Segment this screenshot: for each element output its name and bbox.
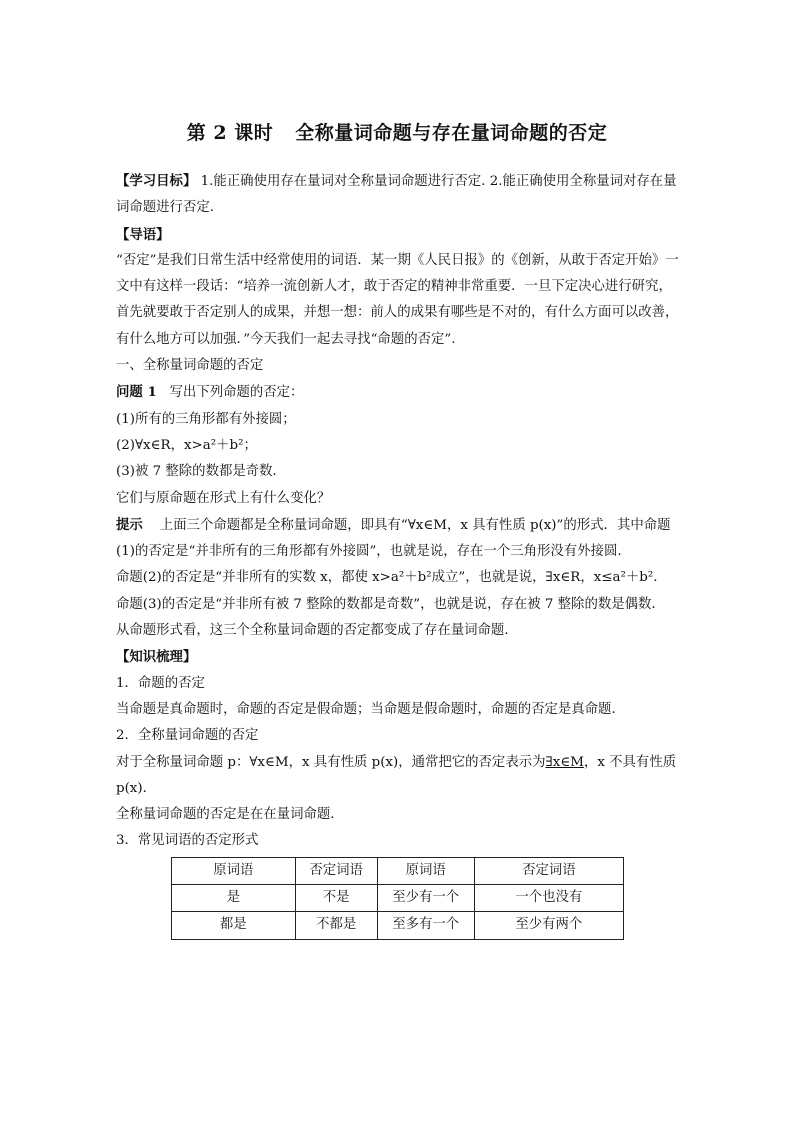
table-header-cell: 否定词语: [295, 857, 377, 884]
question-1: [116, 379, 680, 406]
table-header-row: [172, 857, 624, 884]
section-heading: 一、全称量词命题的否定: [116, 358, 264, 374]
hint-paragraph: [116, 512, 680, 566]
knowledge-heading-1: 1．命题的否定: [116, 675, 205, 691]
table-cell: 都是: [172, 912, 296, 939]
negation-table-wrap: [171, 857, 680, 940]
lesson-topic: 全称量词命题与存在量词命题的否定: [295, 122, 608, 144]
knowledge-heading-2: 2．全称量词命题的否定: [116, 728, 259, 744]
knowledge-text-2: [116, 750, 680, 803]
knowledge-text-2-before: 对于全称量词命题 p：∀x∈M，x 具有性质 p(x)，通常把它的否定表示为: [116, 754, 546, 770]
question-item-3: (3)被 7 整除的数都是奇数．: [116, 464, 286, 480]
question-text: 写出下列命题的否定：: [169, 385, 304, 401]
table-cell: 至少有一个: [377, 885, 474, 912]
knowledge-text-2-after: ，x 不具有性质 p(x)．: [116, 754, 677, 796]
question-label: 问题 1: [116, 384, 157, 401]
question-ask: 它们与原命题在形式上有什么变化？: [116, 490, 331, 506]
table-header-cell: 否定词语: [474, 857, 623, 884]
knowledge-label: 【知识梳理】: [116, 649, 197, 666]
intro-label: 【导语】: [116, 226, 170, 243]
table-cell: 至多有一个: [377, 912, 474, 939]
objectives-label: 【学习目标】: [116, 173, 197, 189]
knowledge-heading-3: 3．常见词语的否定形式: [116, 833, 259, 849]
hint-text: 上面三个命题都是全称量词命题，即具有“∀x∈M，x 具有性质 p(x)”的形式．其中命题(1)的否定是“并非所有的三角形都有外接圆”，也就是说，存在一个三角形没有外接圆.: [116, 517, 671, 560]
table-header-cell: 原词语: [377, 857, 474, 884]
table-row: [172, 885, 624, 912]
table-cell: 是: [172, 885, 296, 912]
hint-label: 提示: [116, 516, 143, 533]
table-header-cell: 原词语: [172, 857, 296, 884]
table-cell: 不是: [295, 885, 377, 912]
question-item-2: (2)∀x∈R，x>a²＋b²；: [116, 437, 257, 453]
blank-answer: ∃x∈M: [545, 754, 584, 770]
section-conclusion: 从命题形式看，这三个全称量词命题的否定都变成了存在量词命题．: [116, 623, 518, 639]
table-row: [172, 912, 624, 939]
objectives-text: 1.能正确使用存在量词对全称量词命题进行否定. 2.能正确使用全称量词对存在量词命题进行否定.: [116, 174, 677, 216]
lesson-number: 第 2 课时: [186, 122, 274, 144]
hint-paragraph-3: 命题(3)的否定是“并非所有被 7 整除的数都是奇数”，也就是说，存在被 7 整除的数是偶数.: [116, 596, 656, 612]
hint-paragraph-2: 命题(2)的否定是“并非所有的实数 x，都使 x>a²＋b²成立”，也就是说，∃x∈R，x≤a²＋b².: [116, 570, 658, 586]
question-item-1: (1)所有的三角形都有外接圆；: [116, 411, 296, 427]
table-cell: 至少有两个: [474, 912, 623, 939]
document-body: [116, 168, 680, 940]
table-cell: 不都是: [295, 912, 377, 939]
learning-objectives: [116, 168, 680, 222]
knowledge-text-3: 全称量词命题的否定是在在量词命题．: [116, 807, 344, 823]
knowledge-text-1: 当命题是真命题时，命题的否定是假命题；当命题是假命题时，命题的否定是真命题．: [116, 701, 625, 717]
intro-text: “否定”是我们日常生活中经常使用的词语．某一期《人民日报》的《创新，从敢于否定开始》一文中有这样一段话：“培养一流创新人才，敢于否定的精神非常重要．一旦下定决心进行研究，首先就要敢于否定别人的成果，并想一想：前人的成果有哪些是不对的，有什么方面可以改善，有什么地方可以加强．”今天我们一起去寻找“命题的否定”.: [116, 252, 679, 347]
table-cell: 一个也没有: [474, 885, 623, 912]
negation-table: [171, 857, 624, 940]
page-title: [0, 118, 794, 145]
